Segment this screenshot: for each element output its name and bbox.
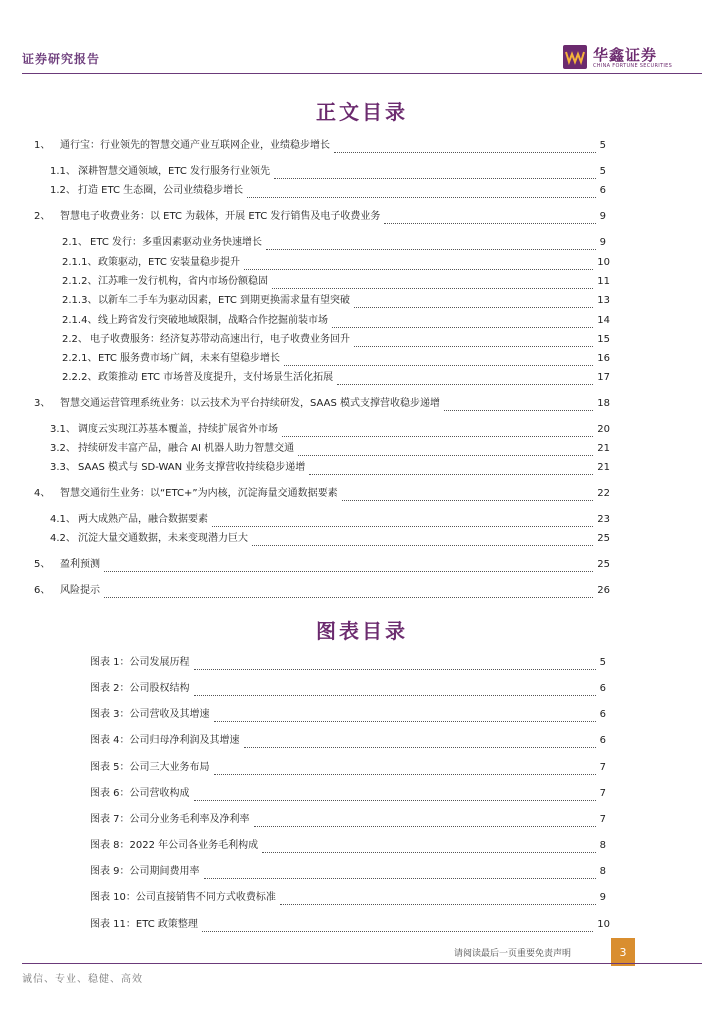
leader-dots [212,516,593,527]
toc-title: 正文目录 [316,100,408,124]
toc-entry-text: 智慧电子收费业务：以 ETC 为载体，开展 ETC 发行销售及电子收费业务 [60,211,381,222]
toc-entry[interactable] [34,584,610,598]
leader-dots [194,685,596,696]
logo-text-cn: 华鑫证券 [593,46,658,64]
report-type-label: 证券研究报告 [22,52,101,66]
toc-entry-num: 2.1.2、 [62,276,98,287]
toc-entry[interactable] [50,184,606,198]
leader-dots [104,587,593,598]
toc-entry-num: 2.2、 [62,334,88,345]
toc-entry-page: 6 [599,185,606,196]
toc-entry-text: 政策驱动，ETC 安装量稳步提升 [98,257,241,268]
figure-entry-text: 图表 2：公司股权结构 [90,683,190,694]
leader-dots [282,426,593,437]
toc-entry[interactable] [34,558,610,572]
figure-entry[interactable] [90,761,606,775]
toc-entry-text: 通行宝：行业领先的智慧交通产业互联网企业，业绩稳步增长 [60,140,330,151]
toc-entry-text: 智慧交通衍生业务：以“ETC+”为内核，沉淀海量交通数据要素 [60,488,338,499]
toc-entry-text: 盈利预测 [60,559,100,570]
toc-entry-page: 13 [597,295,610,306]
leader-dots [354,336,593,347]
toc-entry[interactable] [62,236,606,250]
logo-mark-icon [563,45,587,69]
figure-entry[interactable] [90,918,610,932]
figure-entry-page: 6 [599,683,606,694]
toc-entry-page: 22 [597,488,610,499]
figure-entry-text: 图表 1：公司发展历程 [90,657,190,668]
leader-dots [214,764,596,775]
leader-dots [244,737,596,748]
figure-entry-page: 7 [599,814,606,825]
leader-dots [309,464,593,475]
toc-entry-num: 3、 [34,398,51,409]
footer-slogan: 诚信、专业、稳健、高效 [22,974,143,985]
toc-entry-page: 9 [599,211,606,222]
logo-text-en: CHINA FORTUNE SECURITIES [593,63,673,69]
toc-entry-text: SAAS 模式与 SD-WAN 业务支撑营收持续稳步递增 [78,462,306,473]
toc-entry[interactable] [62,371,610,385]
toc-entry-text: 打造 ETC 生态圈，公司业绩稳步增长 [78,185,244,196]
figure-entry-page: 5 [599,657,606,668]
figure-entry[interactable] [90,813,606,827]
leader-dots [272,278,593,289]
figures-title: 图表目录 [316,619,408,643]
toc-entry-text: 持续研发丰富产品，融合 AI 机器人助力智慧交通 [78,443,295,454]
toc-entry[interactable] [62,294,610,308]
leader-dots [266,239,596,250]
toc-entry-num: 1.1、 [50,166,76,177]
leader-dots [284,355,593,366]
toc-entry-text: ETC 发行：多重因素驱动业务快速增长 [90,237,263,248]
toc-entry-text: 电子收费服务：经济复苏带动高速出行，电子收费业务回升 [90,334,350,345]
toc-entry[interactable] [34,487,610,501]
toc-entry-num: 4、 [34,488,51,499]
figure-entry-text: 图表 6：公司营收构成 [90,788,190,799]
toc-entry-num: 2.1、 [62,237,88,248]
toc-entry[interactable] [62,352,610,366]
leader-dots [334,142,596,153]
figure-entry[interactable] [90,708,606,722]
figure-entry-page: 7 [599,762,606,773]
toc-entry-page: 15 [597,334,610,345]
toc-entry-text: 江苏唯一发行机构，省内市场份额稳固 [98,276,268,287]
toc-entry[interactable] [34,397,610,411]
toc-entry[interactable] [50,513,610,527]
toc-entry-num: 3.2、 [50,443,76,454]
toc-entry-num: 2.1.1、 [62,257,98,268]
toc-entry-page: 5 [599,140,606,151]
toc-entry-page: 21 [597,462,610,473]
leader-dots [337,374,593,385]
toc-entry-num: 2.2.2、 [62,372,98,383]
figure-entry-text: 图表 7：公司分业务毛利率及净利率 [90,814,250,825]
toc-entry-text: 政策推动 ETC 市场普及度提升，支付场景生活化拓展 [98,372,334,383]
toc-entry-page: 10 [597,257,610,268]
leader-dots [244,259,593,270]
figure-entry[interactable] [90,891,606,905]
leader-dots [298,445,593,456]
leader-dots [444,400,593,411]
toc-entry-page: 11 [597,276,610,287]
leader-dots [354,297,593,308]
toc-entry[interactable] [34,139,606,153]
leader-dots [214,711,596,722]
header-divider [22,73,702,74]
figure-entry-text: 图表 9：公司期间费用率 [90,866,200,877]
toc-entry-page: 9 [599,237,606,248]
toc-entry-num: 3.1、 [50,424,76,435]
leader-dots [194,790,596,801]
figure-entry-page: 8 [599,866,606,877]
toc-entry-num: 1.2、 [50,185,76,196]
figure-entry-page: 7 [599,788,606,799]
figure-entry-page: 10 [597,919,610,930]
leader-dots [274,168,596,179]
toc-entry[interactable] [50,442,610,456]
toc-entry-page: 23 [597,514,610,525]
toc-entry[interactable] [62,275,610,289]
toc-entry-num: 2、 [34,211,51,222]
toc-entry-num: 4.2、 [50,533,76,544]
figure-entry-text: 图表 8：2022 年公司各业务毛利构成 [90,840,259,851]
figure-entry[interactable] [90,839,606,853]
figure-entry-text: 图表 4：公司归母净利润及其增速 [90,735,240,746]
page-number: 3 [611,938,635,966]
leader-dots [247,187,595,198]
figure-entry[interactable] [90,682,606,696]
figure-entry[interactable] [90,787,606,801]
figure-entry-page: 6 [599,709,606,720]
leader-dots [202,921,593,932]
toc-entry-page: 20 [597,424,610,435]
figure-entry-page: 6 [599,735,606,746]
toc-entry[interactable] [50,165,606,179]
toc-entry-num: 5、 [34,559,51,570]
toc-entry-num: 1、 [34,140,51,151]
toc-entry-page: 25 [597,533,610,544]
toc-entry[interactable] [62,314,610,328]
leader-dots [262,842,595,853]
toc-entry-text: 风险提示 [60,585,100,596]
figure-entry-page: 8 [599,840,606,851]
toc-entry-page: 5 [599,166,606,177]
leader-dots [342,490,594,501]
toc-entry[interactable] [62,333,610,347]
leader-dots [252,535,593,546]
toc-entry-page: 16 [597,353,610,364]
toc-entry-num: 2.2.1、 [62,353,98,364]
toc-entry-num: 6、 [34,585,51,596]
toc-entry-num: 2.1.3、 [62,295,98,306]
toc-entry[interactable] [50,461,610,475]
toc-entry[interactable] [34,210,606,224]
toc-entry-text: 深耕智慧交通领域，ETC 发行服务行业领先 [78,166,271,177]
toc-entry[interactable] [50,532,610,546]
toc-entry-num: 2.1.4、 [62,315,98,326]
footer-divider [22,963,702,964]
leader-dots [280,894,596,905]
toc-entry-text: 以新车二手车为驱动因素，ETC 到期更换需求量有望突破 [98,295,351,306]
leader-dots [384,213,595,224]
toc-entry-page: 21 [597,443,610,454]
toc-entry-text: 沉淀大量交通数据，未来变现潜力巨大 [78,533,248,544]
toc-entry-text: 两大成熟产品，融合数据要素 [78,514,208,525]
toc-entry-num: 3.3、 [50,462,76,473]
figure-entry-page: 9 [599,892,606,903]
toc-entry-page: 26 [597,585,610,596]
leader-dots [194,659,596,670]
toc-entry[interactable] [62,256,610,270]
figure-entry[interactable] [90,656,606,670]
toc-entry-text: ETC 服务费市场广阔，未来有望稳步增长 [98,353,281,364]
toc-entry-page: 25 [597,559,610,570]
leader-dots [254,816,596,827]
figure-entry[interactable] [90,734,606,748]
toc-entry[interactable] [50,423,610,437]
leader-dots [332,317,593,328]
toc-entry-page: 18 [597,398,610,409]
figure-entry[interactable] [90,865,606,879]
toc-entry-text: 调度云实现江苏基本覆盖，持续扩展省外市场 [78,424,278,435]
figure-entry-text: 图表 3：公司营收及其增速 [90,709,210,720]
leader-dots [104,561,593,572]
toc-entry-page: 17 [597,372,610,383]
figure-entry-text: 图表 11：ETC 政策整理 [90,919,198,930]
disclaimer-note: 请阅读最后一页重要免责声明 [454,949,572,959]
figure-entry-text: 图表 10：公司直接销售不同方式收费标准 [90,892,276,903]
leader-dots [204,868,596,879]
toc-entry-text: 智慧交通运营管理系统业务：以云技术为平台持续研发，SAAS 模式支撑营收稳步递增 [60,398,441,409]
toc-entry-text: 线上跨省发行突破地域限制，战略合作挖掘前装市场 [98,315,328,326]
toc-entry-num: 4.1、 [50,514,76,525]
toc-entry-page: 14 [597,315,610,326]
figure-entry-text: 图表 5：公司三大业务布局 [90,762,210,773]
